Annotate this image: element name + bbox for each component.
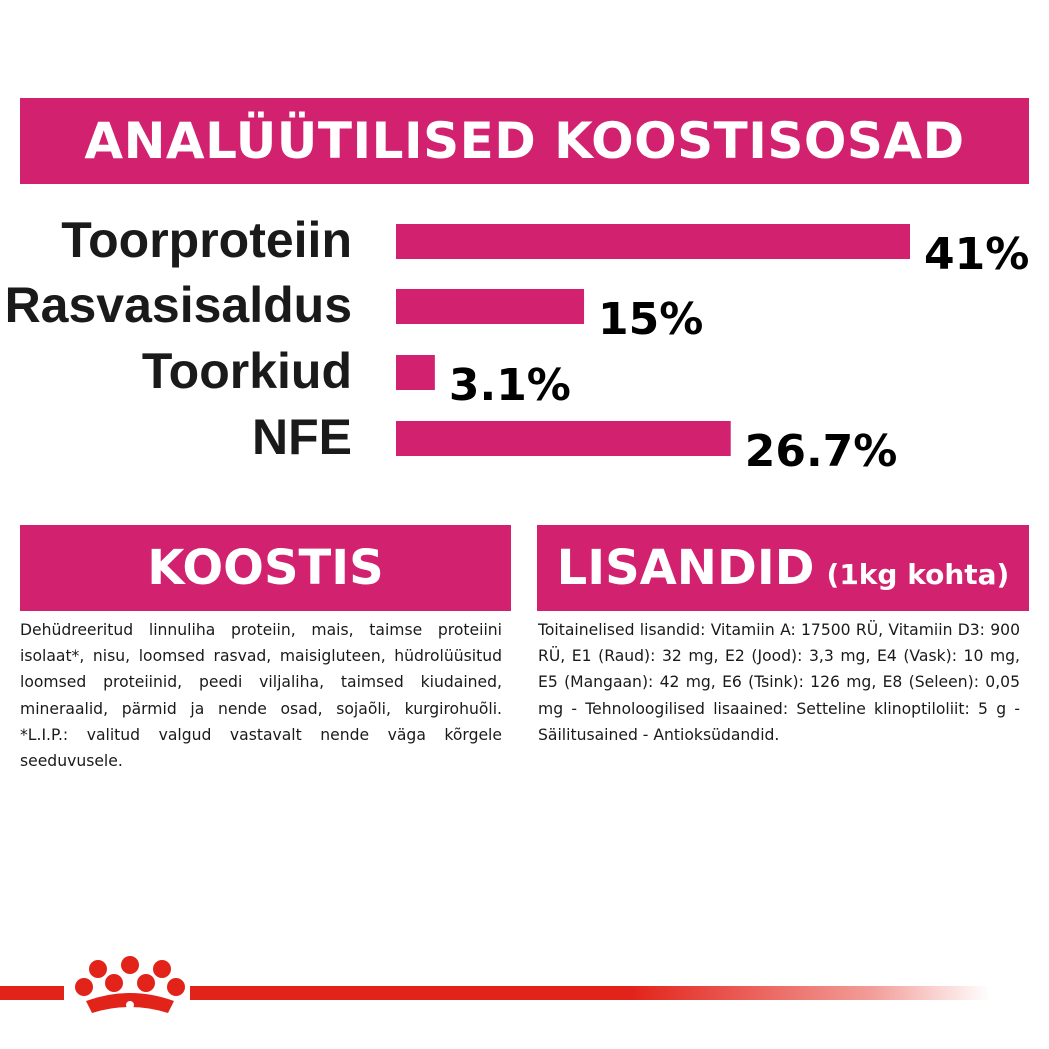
value-label: 41% — [924, 229, 1030, 280]
royal-canin-crown-icon — [70, 955, 190, 1027]
category-label: Rasvasisaldus — [4, 277, 352, 333]
bar — [396, 289, 584, 324]
value-label: 3.1% — [448, 360, 571, 411]
nutrient-bar-chart — [0, 200, 1049, 480]
category-label: Toorproteiin — [61, 212, 352, 268]
category-label: NFE — [252, 409, 352, 465]
category-label: Toorkiud — [141, 343, 352, 399]
lisandid-heading: LISANDID — [556, 540, 815, 596]
footer-line-left — [0, 986, 64, 1000]
koostis-text: Dehüdreeritud linnuliha proteiin, mais, taimse proteiini isolaat*, nisu, loomsed rasvad, maisigluteen, hüdrolüüsitud loomsed proteiinid, peedi viljaliha, taimsed kiudained, mineraalid, pärmid ja nende osad, sojaõli, kurgirohuõli. *L.I.P.: valitud valgud vastavalt nende väga kõrgele seeduvusele. — [20, 621, 502, 771]
lisandid-heading-banner — [537, 525, 1029, 611]
lisandid-text: Toitainelised lisandid: Vitamiin A: 17500 RÜ, Vitamiin D3: 900 RÜ, E1 (Raud): 32 mg, E2 (Jood): 3,3 mg, E4 (Vask): 10 mg, E5 (Mangaan): 42 mg, E6 (Tsink): 126 mg, E8 (Seleen): 0,05 mg - Tehnoloogilised lisaained: Setteline klinoptiloliit: 5 g - Säilitusained - Antioksüdandid. — [538, 621, 1020, 744]
koostis-heading: KOOSTIS — [147, 540, 384, 596]
bar — [396, 224, 910, 259]
koostis-heading-banner — [20, 525, 511, 611]
footer-line-right — [190, 986, 990, 1000]
value-label: 15% — [598, 294, 704, 345]
value-label: 26.7% — [744, 426, 898, 477]
bar — [396, 355, 435, 390]
page-title-banner — [20, 98, 1029, 184]
lisandid-heading-sub: (1kg kohta) — [826, 557, 1010, 591]
page-title: ANALÜÜTILISED KOOSTISOSAD — [84, 112, 965, 170]
bar — [396, 421, 731, 456]
